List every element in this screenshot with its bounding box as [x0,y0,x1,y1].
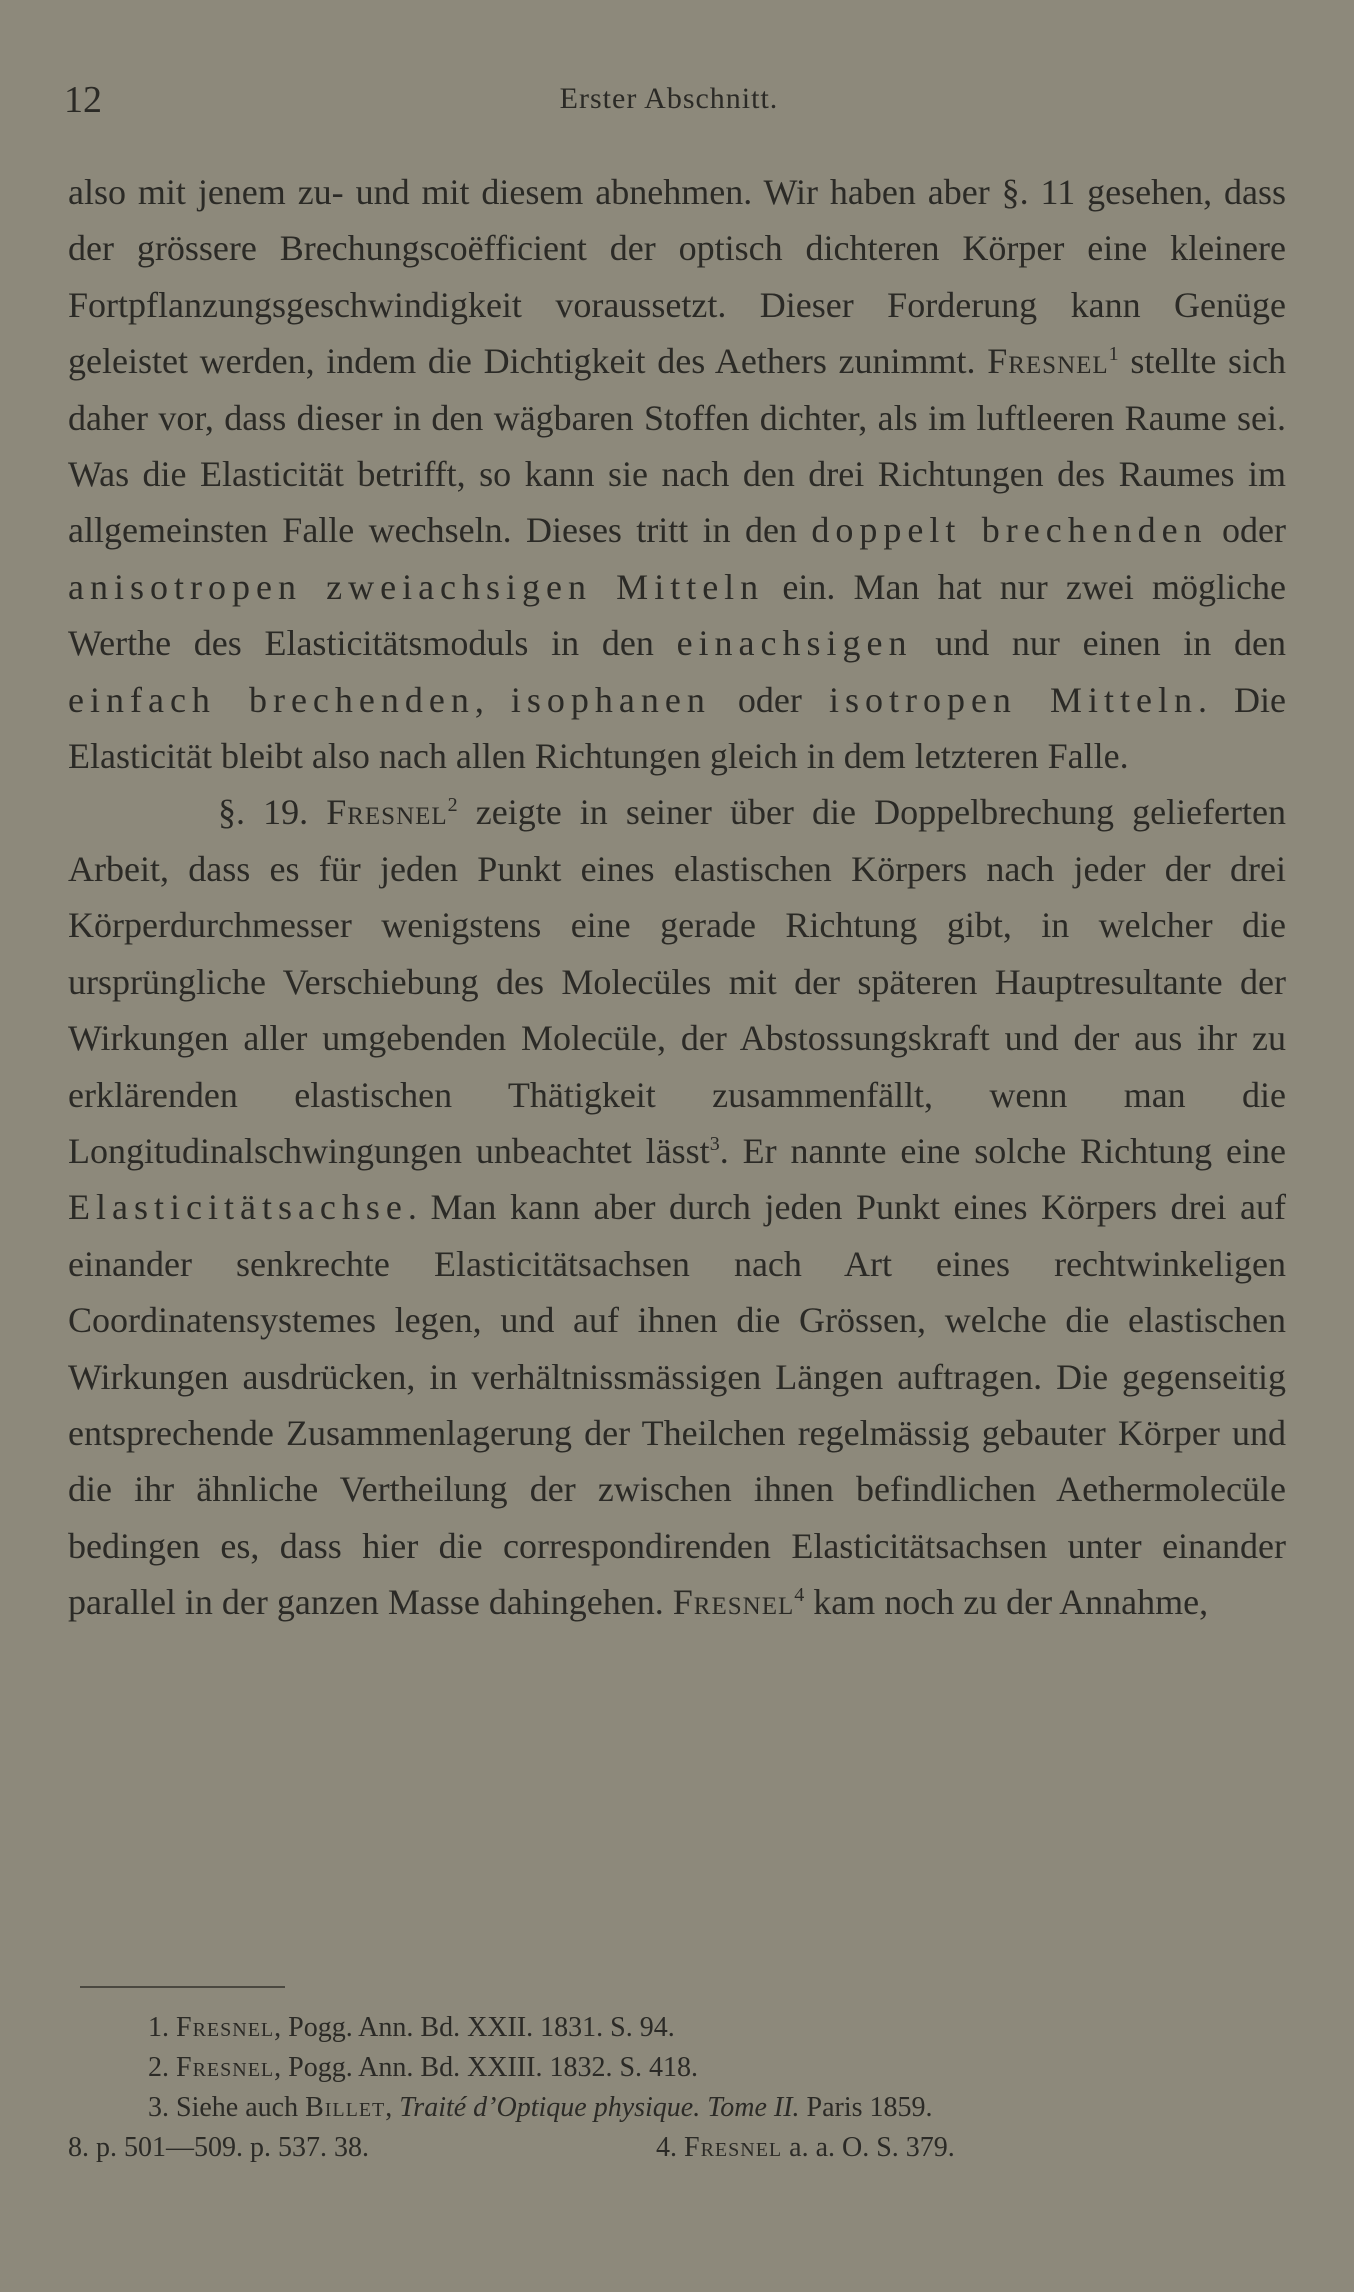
footnote-text: Siehe auch [176,2092,306,2123]
emphasis: isotropen Mitteln [828,679,1198,720]
page-header [64,78,1274,128]
paragraph-2 [68,784,1286,1630]
footnote-ref-3: 3 [709,1132,720,1155]
emphasis: Elasticitätsachse [68,1187,408,1228]
footnote-divider [80,1986,285,1988]
text-run: also mit jenem zu- und mit diesem abnehmen. Wir haben aber §. 11 gesehen, dass der grössere Brechungscoëfficient der optisch dichteren Körper eine kleinere Fortpflanzungsgeschwindigkeit voraussetzt. Dieser Forderung kann Genüge geleistet werden, indem die Dichtigkeit des Aethers zunimmt. [68,172,1286,382]
emphasis: einachsigen [676,623,913,664]
text-run: , [474,679,511,720]
footnotes [68,2008,1286,2168]
author-name: Fresnel [326,792,448,833]
footnote-text: , [385,2092,400,2123]
paragraph-1 [68,164,1286,784]
footnote-text: Paris 1859. [799,2092,933,2123]
author-name: Billet [305,2092,386,2123]
author-name: Fresnel [684,2132,783,2163]
text-run: stellte sich daher vor, dass dieser in den wägbaren Stoffen dichter, als im luftleeren Raume sei. Was die Elasticität betrifft, so kann sie nach den drei Richtungen des Raumes im allgemeinsten Falle wechseln. Dieses tritt in den [68,341,1286,551]
footnote-text: a. a. O. S. 379. [782,2132,955,2163]
running-title: Erster Abschnitt. [559,82,779,115]
text-run: . Man kann aber durch jeden Punkt eines Körpers drei auf einander senkrechte Elasticitätsachsen nach Art eines rechtwinkeligen Coordinatensystemes legen, und auf ihnen die Grössen, welche die elastischen Wirkungen ausdrücken, in verhältnissmässigen Längen auftragen. Die gegenseitig entsprechende Zusammenlagerung der Theilchen regelmässig gebauter Körper und die ihr ähnliche Vertheilung der zwischen ihnen befindlichen Aethermolecüle bedingen es, dass hier die correspondirenden Elasticitätsachsen unter einander parallel in der ganzen Masse dahingehen. [68,1187,1286,1623]
footnote-number: 1. [148,2012,169,2043]
footnote-3 [68,2088,1286,2128]
emphasis: isophanen [510,679,711,720]
text-run: zeigte in seiner über die Doppelbrechung gelieferten Arbeit, dass es für jeden Punkt eines elastischen Körpers nach jeder der drei Körperdurchmesser wenigstens eine gerade Richtung gibt, in welcher die ursprüngliche Verschiebung des Molecüles mit der späteren Hauptresultante der Wirkungen aller umgebenden Molecüle, der Abstossungskraft und der aus ihr zu erklärenden elastischen Thätigkeit zusammenfällt, wenn man die Longitudinalschwingungen unbeachtet lässt [68,792,1287,1171]
text-run: oder [710,679,829,720]
text-run: ein. Man hat nur zwei mögliche Werthe des Elasticitätsmoduls in den [68,566,1287,664]
footnote-number: 2. [148,2052,169,2083]
footnote-1 [68,2008,1286,2048]
footnote-continuation: 8. p. 501—509. p. 537. 38. [68,2132,369,2163]
footnote-2 [68,2048,1286,2088]
footnote-text: , Pogg. Ann. Bd. XXIII. 1832. S. 418. [274,2052,699,2083]
footnote-ref-4: 4 [794,1584,805,1607]
text-run: oder [1207,510,1287,551]
main-text [68,164,1286,1631]
author-name: Fresnel [987,341,1109,382]
text-run: kam noch zu der Annahme, [804,1582,1209,1623]
emphasis: anisotropen zweiachsigen Mitteln [68,566,765,607]
page-number: 12 [64,79,102,121]
footnote-number: 3. [148,2092,169,2123]
text-run: . Er nannte eine solche Richtung eine [719,1130,1286,1171]
text-run: . Die Elasticität bleibt also nach allen Richtungen gleich in dem letzteren Falle. [68,679,1287,777]
footnote-ref-2: 2 [447,794,458,817]
author-name: Fresnel [176,2052,275,2083]
book-title: Traité d’Optique physique. Tome II. [399,2092,800,2123]
footnote-ref-1: 1 [1108,343,1119,366]
emphasis: doppelt brechenden [811,510,1208,551]
footnote-number: 4. [656,2132,677,2163]
emphasis: einfach brechenden [68,679,475,720]
text-run: und nur einen in den [912,623,1286,664]
footnote-4 [656,2128,955,2168]
footnote-line-4 [68,2128,1286,2168]
footnote-text: , Pogg. Ann. Bd. XXII. 1831. S. 94. [274,2012,675,2043]
author-name: Fresnel [176,2012,275,2043]
section-mark: §. 19. [218,792,327,833]
author-name: Fresnel [672,1582,795,1623]
